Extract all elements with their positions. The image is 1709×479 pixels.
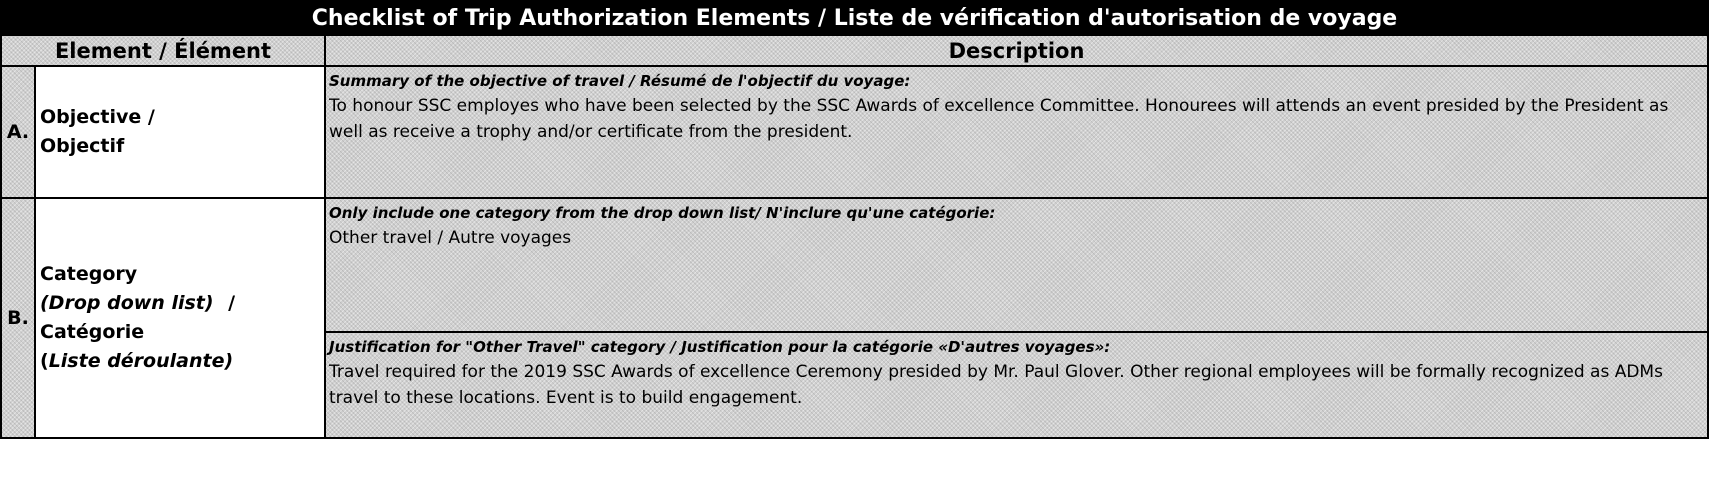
justification-text: Travel required for the 2019 SSC Awards of excellence Ceremony presided by Mr. Paul Glover. Other regional employees will be formally recognized as ADMs travel to these locations. Event is to build engagement. xyxy=(329,362,1663,408)
description-column-header: Description xyxy=(324,34,1709,67)
row-a-element xyxy=(34,65,326,199)
objective-subheading: Summary of the objective of travel / Résumé de l'objectif du voyage: xyxy=(329,72,911,90)
row-b-element xyxy=(34,197,326,439)
row-b-justification-description[interactable] xyxy=(324,331,1709,439)
checklist-title: Checklist of Trip Authorization Elements / Liste de vérification d'autorisation de voyage xyxy=(0,0,1709,36)
row-b-element-separator: / xyxy=(228,292,236,314)
objective-text: To honour SSC employes who have been selected by the SSC Awards of excellence Committee. Honourees will attends an event presided by the President as well as receive a trophy and/or certificate from the president. xyxy=(329,96,1669,142)
row-b-element-paren: ( xyxy=(40,350,49,372)
row-b-category-description[interactable] xyxy=(324,197,1709,333)
row-b-element-line4: Liste déroulante) xyxy=(48,350,234,372)
row-b-letter: B. xyxy=(0,197,36,439)
row-b-element-line2-wrap xyxy=(40,289,324,318)
category-subheading: Only include one category from the drop down list/ N'inclure qu'une catégorie: xyxy=(329,204,996,222)
row-b-element-line2: (Drop down list) xyxy=(40,292,214,314)
row-a-element-line1: Objective / xyxy=(40,106,155,128)
element-column-header: Element / Élément xyxy=(0,34,326,67)
category-value: Other travel / Autre voyages xyxy=(329,228,572,248)
row-b-element-line1: Category xyxy=(40,263,138,285)
row-a-element-line2: Objectif xyxy=(40,135,125,157)
row-a-letter: A. xyxy=(0,65,36,199)
row-b-element-line4-wrap xyxy=(40,347,324,376)
row-a-description[interactable] xyxy=(324,65,1709,199)
row-b-element-line3: Catégorie xyxy=(40,321,145,343)
justification-subheading: Justification for "Other Travel" category / Justification pour la catégorie «D'autres voyages»: xyxy=(329,338,1111,356)
